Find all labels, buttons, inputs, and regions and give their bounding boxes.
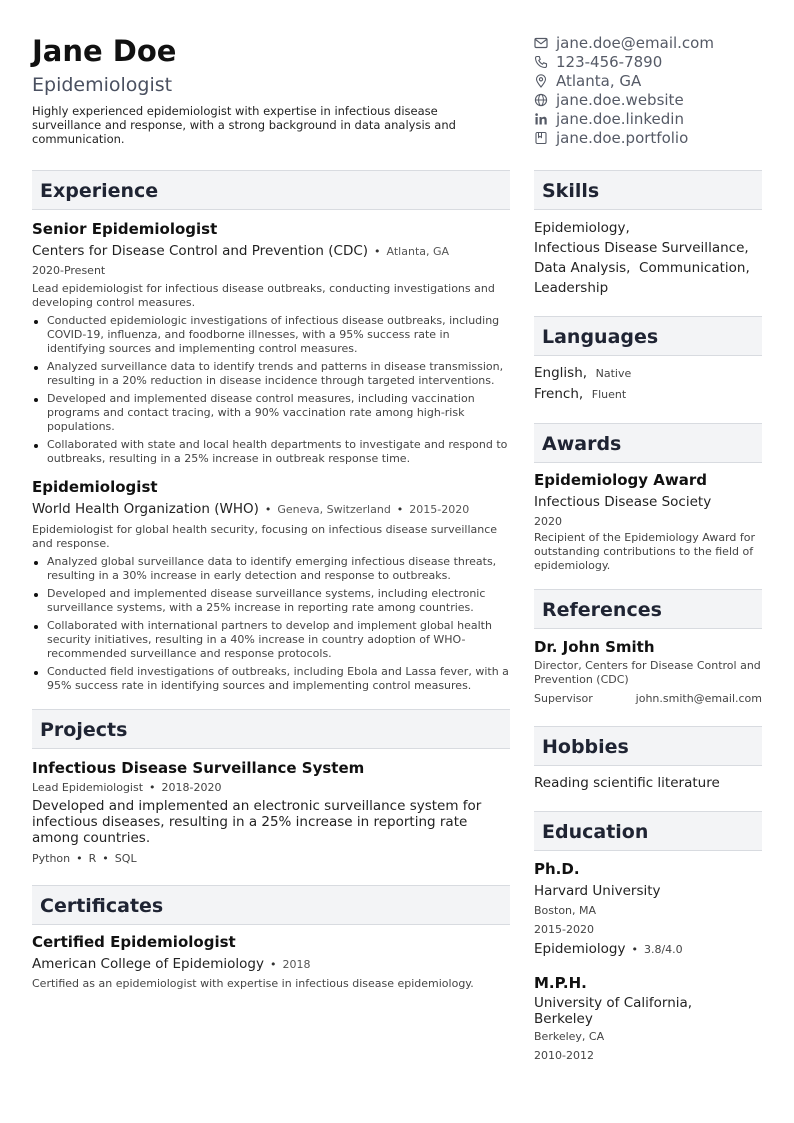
tool-tag: R: [88, 852, 97, 865]
award-description: Recipient of the Epidemiology Award for outstanding contributions to the field of epidemiology.: [534, 531, 756, 572]
skills-list: [534, 218, 762, 298]
hobby-item: Reading scientific literature: [534, 775, 720, 791]
location-pin-icon: [534, 74, 548, 88]
education-dates: 2010-2012: [534, 1049, 594, 1062]
reference-item: [534, 637, 762, 708]
contact-website[interactable]: [534, 90, 774, 109]
separator-dot: •: [76, 852, 83, 865]
contact-linkedin[interactable]: [534, 109, 774, 128]
employer-name: World Health Organization (WHO): [32, 501, 259, 517]
experience-item: [32, 219, 510, 466]
language-item: [534, 363, 762, 384]
employer-line: [32, 499, 510, 520]
reference-position: Director, Centers for Disease Control and Prevention (CDC): [534, 659, 761, 686]
field-of-study: Epidemiology: [534, 941, 626, 957]
role-summary: Lead epidemiologist for infectious disease outbreaks, conducting investigations and developing control measures.: [32, 282, 495, 309]
header: [32, 32, 502, 146]
certificate-issuer-line: [32, 954, 510, 975]
education-dates: 2015-2020: [534, 923, 594, 936]
award-item: [534, 470, 762, 573]
reference-contact-line: [534, 689, 762, 708]
school-name: University of California, Berkeley: [534, 995, 693, 1027]
certificate-year: 2018: [282, 958, 311, 971]
language-item: [534, 384, 762, 405]
separator-dot: •: [269, 958, 277, 971]
education-field-line: [534, 939, 762, 960]
award-organization: Infectious Disease Society: [534, 494, 712, 510]
education-item: [534, 859, 762, 960]
language-name: English,: [534, 365, 588, 381]
reference-name: Dr. John Smith: [534, 638, 655, 656]
education-item: [534, 973, 762, 1065]
skill-item: Leadership: [534, 280, 609, 296]
hobbies-heading: Hobbies: [534, 726, 762, 766]
skill-item: Infectious Disease Surveillance,: [534, 240, 749, 256]
awards-heading: Awards: [534, 423, 762, 463]
side-column: [534, 170, 762, 1065]
certificate-issuer: American College of Epidemiology: [32, 956, 264, 972]
employment-dates: 2020-Present: [32, 264, 106, 277]
certificates-heading: Certificates: [32, 885, 510, 925]
separator-dot: •: [396, 503, 404, 516]
skill-item: Data Analysis,: [534, 260, 631, 276]
separator-dot: •: [631, 943, 638, 956]
phone-text: 123-456-7890: [556, 52, 663, 71]
list-item: Collaborated with state and local health departments to investigate and respond to outbreaks, resulting in a 25% increase in outbreak response time.: [32, 438, 510, 466]
list-item: Developed and implemented disease surveillance systems, including electronic surveillance systems, with a 25% increase in reporting rate among countries.: [32, 587, 510, 615]
employer-name: Centers for Disease Control and Prevention (CDC): [32, 243, 369, 259]
separator-dot: •: [102, 852, 109, 865]
contact-email[interactable]: [534, 33, 774, 52]
school-location: Boston, MA: [534, 904, 597, 917]
degree: Ph.D.: [534, 860, 580, 878]
skill-item: Epidemiology,: [534, 220, 630, 236]
tool-tag: SQL: [114, 852, 137, 865]
achievement-list: [32, 555, 510, 693]
phone-icon: [534, 55, 548, 69]
position-title: Senior Epidemiologist: [32, 220, 218, 238]
separator-dot: •: [374, 245, 381, 258]
languages-list: [534, 363, 762, 405]
list-item: Collaborated with international partners to develop and implement global health security initiatives, resulting in a 40% increase in country adoption of WHO-recommended surveillance and response protocols.: [32, 619, 510, 661]
school-name: Harvard University: [534, 883, 661, 899]
degree: M.P.H.: [534, 974, 587, 992]
list-item: Developed and implemented disease control measures, including vaccination programs and contact tracing, with a 90% vaccination rate among high-risk populations.: [32, 392, 510, 434]
certificate-item: [32, 932, 510, 991]
project-description: Developed and implemented an electronic surveillance system for infectious diseases, resulting in a 25% increase in reporting rate among countries.: [32, 798, 482, 846]
achievement-list: [32, 314, 510, 466]
employer-line: [32, 241, 510, 262]
certificate-description: Certified as an epidemiologist with expertise in infectious disease epidemiology.: [32, 977, 474, 990]
award-title: Epidemiology Award: [534, 471, 708, 489]
contact-location: [534, 71, 774, 90]
contact-list: [534, 32, 774, 147]
experience-item: [32, 477, 510, 693]
employment-dates: 2015-2020: [409, 503, 470, 516]
list-item: Analyzed surveillance data to identify trends and patterns in disease transmission, resulting in a 20% reduction in disease incidence through targeted interventions.: [32, 360, 510, 388]
website-text: jane.doe.website: [556, 90, 684, 109]
projects-heading: Projects: [32, 709, 510, 749]
linkedin-text: jane.doe.linkedin: [556, 109, 684, 128]
language-name: French,: [534, 386, 584, 402]
portfolio-text: jane.doe.portfolio: [556, 128, 689, 147]
contact-phone[interactable]: [534, 52, 774, 71]
tool-tag: Python: [32, 852, 71, 865]
separator-dot: •: [264, 503, 272, 516]
employer-location: Geneva, Switzerland: [277, 503, 391, 516]
language-level: Native: [595, 367, 632, 380]
language-level: Fluent: [591, 388, 627, 401]
role-summary: Epidemiologist for global health security, focusing on infectious disease surveillance and response.: [32, 523, 498, 550]
globe-icon: [534, 93, 548, 107]
project-title: Infectious Disease Surveillance System: [32, 759, 365, 777]
skills-heading: Skills: [534, 170, 762, 210]
location-text: Atlanta, GA: [556, 71, 642, 90]
linkedin-icon: [534, 112, 548, 126]
project-role: Lead Epidemiologist: [32, 781, 144, 794]
job-title: Epidemiologist: [32, 74, 173, 96]
list-item: Conducted epidemiologic investigations of infectious disease outbreaks, including COVID-19, influenza, and foodborne illnesses, with a 95% success rate in identifying sources and implementing control measures.: [32, 314, 510, 356]
list-item: Analyzed global surveillance data to identify emerging infectious disease threats, resulting in a 30% increase in early detection and response to outbreaks.: [32, 555, 510, 583]
skill-item: Communication,: [639, 260, 750, 276]
position-title: Epidemiologist: [32, 478, 158, 496]
school-location: Berkeley, CA: [534, 1030, 605, 1043]
reference-relation: Supervisor: [534, 692, 593, 705]
award-year: 2020: [534, 515, 562, 528]
mail-icon: [534, 36, 548, 50]
reference-email[interactable]: john.smith@email.com: [635, 692, 762, 705]
project-item: [32, 758, 510, 869]
employer-location: Atlanta, GA: [386, 245, 450, 258]
email-text: jane.doe@email.com: [556, 33, 714, 52]
languages-heading: Languages: [534, 316, 762, 356]
summary: Highly experienced epidemiologist with expertise in infectious disease surveillance and response, with a strong background in data analysis and communication.: [32, 104, 456, 146]
list-item: Conducted field investigations of outbreaks, including Ebola and Lassa fever, with a 95% success rate in identifying sources and implementing control measures.: [32, 665, 510, 693]
separator-dot: •: [149, 781, 156, 794]
certificate-title: Certified Epidemiologist: [32, 933, 236, 951]
portfolio-icon: [534, 131, 548, 145]
main-column: [32, 170, 510, 991]
experience-heading: Experience: [32, 170, 510, 210]
contact-portfolio[interactable]: [534, 128, 774, 147]
gpa: 3.8/4.0: [643, 943, 683, 956]
references-heading: References: [534, 589, 762, 629]
candidate-name: Jane Doe: [32, 34, 177, 68]
project-meta: [32, 778, 510, 798]
project-dates: 2018-2020: [161, 781, 222, 794]
project-tools: [32, 849, 510, 869]
education-heading: Education: [534, 811, 762, 851]
